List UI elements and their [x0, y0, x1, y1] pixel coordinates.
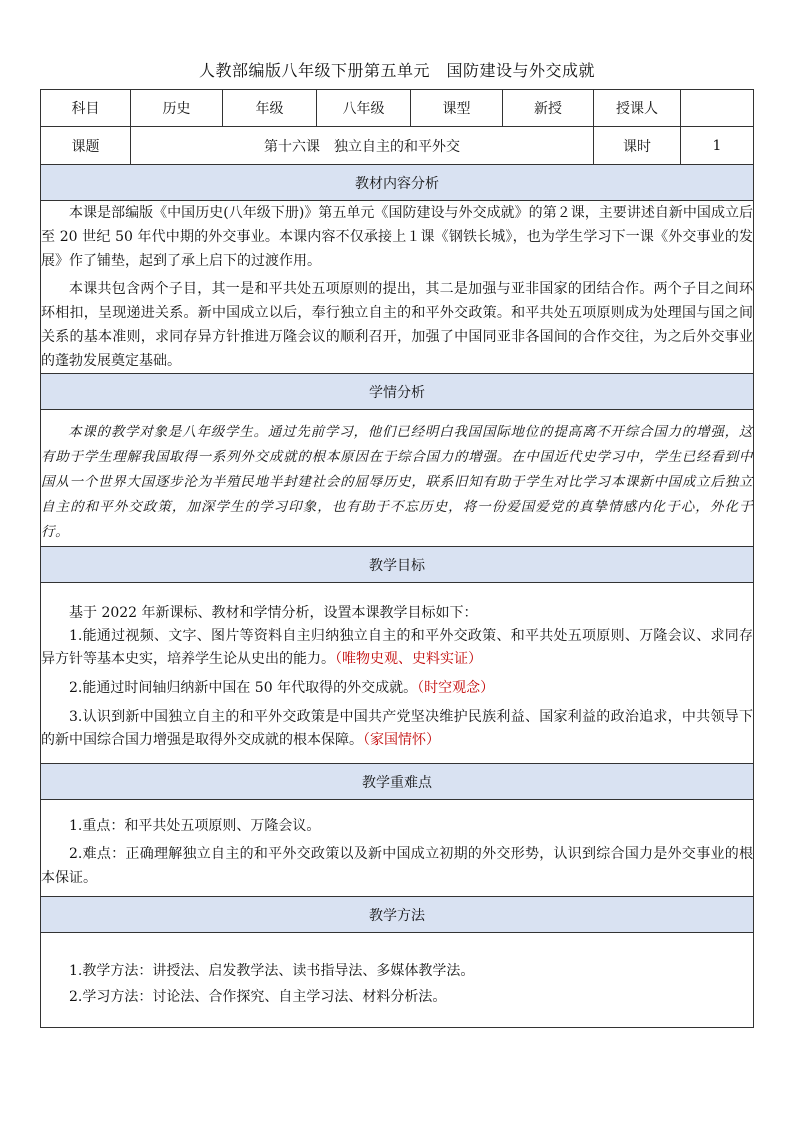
keypoints-section-header [41, 764, 754, 800]
objective-competency-tag: （唯物史观、史料实证） [335, 651, 482, 667]
objective-item [41, 677, 753, 700]
objectives-intro: 基于 2022 年新课标、教材和学情分析，设置本课教学目标如下： [69, 605, 478, 621]
objective-text: 1.能通过视频、文字、图片等资料自主归纳独立自主的和平外交政策、和平共处五项原则、万隆会议、求同存异方针等基本史实，培养学生论从史出的能力。 [41, 628, 753, 667]
material-section-body [41, 201, 754, 374]
methods-section-header [41, 897, 754, 933]
objective-competency-tag: （家国情怀） [363, 732, 440, 748]
method-item: 1.教学方法：讲授法、启发教学法、读书指导法、多媒体教学法。 [69, 963, 475, 979]
objective-text: 2.能通过时间轴归纳新中国在 50 年代取得的外交成就。 [69, 680, 418, 696]
topic-label: 课题 [41, 127, 131, 165]
objective-text: 3.认识到新中国独立自主的和平外交政策是中国共产党坚决维护民族利益、国家利益的政治追求，中共领导下的新中国综合国力增强是取得外交成就的根本保障。 [41, 709, 753, 748]
method-item: 2.学习方法：讨论法、合作探究、自主学习法、材料分析法。 [69, 989, 447, 1005]
lesson-type-label: 课型 [411, 90, 503, 127]
material-paragraph: 本课共包含两个子目，其一是和平共处五项原则的提出，其二是加强与亚非国家的团结合作。两个子目之间环环相扣，呈现递进关系。新中国成立以后，奉行独立自主的和平外交政策。和平共处五项原则成为处理国与国之间关系的基本准则，求同存异方针推进万隆会议的顺利召开，加强了中国同亚非各国间的合作交往，为之后外交事业的蓬勃发展奠定基础。 [41, 281, 753, 369]
methods-content [41, 933, 754, 1028]
keypoints-section-title: 教学重难点 [41, 764, 754, 800]
methods-section-title: 教学方法 [41, 897, 754, 933]
teacher-value[interactable] [681, 90, 754, 127]
students-section-header [41, 374, 754, 410]
teacher-label: 授课人 [594, 90, 681, 127]
grade-label: 年级 [223, 90, 317, 127]
keypoints-content [41, 800, 754, 897]
students-section-title: 学情分析 [41, 374, 754, 410]
objectives-content [41, 583, 754, 764]
lesson-type-value: 新授 [503, 90, 594, 127]
objective-item [41, 625, 753, 671]
hours-label: 课时 [594, 127, 681, 165]
keypoint-item: 1.重点：和平共处五项原则、万隆会议。 [69, 818, 321, 834]
lesson-plan-table [40, 89, 754, 1028]
page-title: 人教部编版八年级下册第五单元 国防建设与外交成就 [198, 61, 595, 80]
material-section-header [41, 165, 754, 201]
students-paragraph: 本课的教学对象是八年级学生。通过先前学习，他们已经明白我国国际地位的提高离不开综合国力的增强，这有助于学生理解我国取得一系列外交成就的根本原因在于综合国力的增强。在中国近代史学习中，学生已经看到中国从一个世界大国逐步沦为半殖民地半封建社会的屈辱历史，联系旧知有助于学生对比学习本课新中国成立后独立自主的和平外交政策，加深学生的学习印象，也有助于不忘历史，将一份爱国爱党的真挚情感内化于心，外化于行。 [41, 423, 753, 540]
objective-item [41, 706, 753, 752]
keypoint-item: 2.难点：正确理解独立自主的和平外交政策以及新中国成立初期的外交形势，认识到综合国力是外交事业的根本保证。 [41, 846, 753, 886]
grade-value: 八年级 [317, 90, 411, 127]
topic-row [41, 127, 754, 165]
header-row [41, 90, 754, 127]
objectives-section-header [41, 547, 754, 583]
material-content [41, 201, 754, 374]
hours-value: 1 [681, 127, 754, 165]
methods-section-body [41, 933, 754, 1028]
keypoints-section-body [41, 800, 754, 897]
students-section-body [41, 410, 754, 547]
material-section-title: 教材内容分析 [41, 165, 754, 201]
students-content [41, 410, 754, 547]
subject-value: 历史 [131, 90, 223, 127]
subject-label: 科目 [41, 90, 131, 127]
topic-value: 第十六课 独立自主的和平外交 [131, 127, 594, 165]
objective-competency-tag: （时空观念） [417, 680, 495, 696]
material-paragraph: 本课是部编版《中国历史(八年级下册)》第五单元《国防建设与外交成就》的第２课，主要讲述自新中国成立后至 20 世纪 50 年代中期的外交事业。本课内容不仅承接上１课《钢铁长城》，也为学生学习下一课《外交事业的发展》作了铺垫，起到了承上启下的过渡作用。 [41, 205, 753, 269]
objectives-section-body [41, 583, 754, 764]
objectives-section-title: 教学目标 [41, 547, 754, 583]
